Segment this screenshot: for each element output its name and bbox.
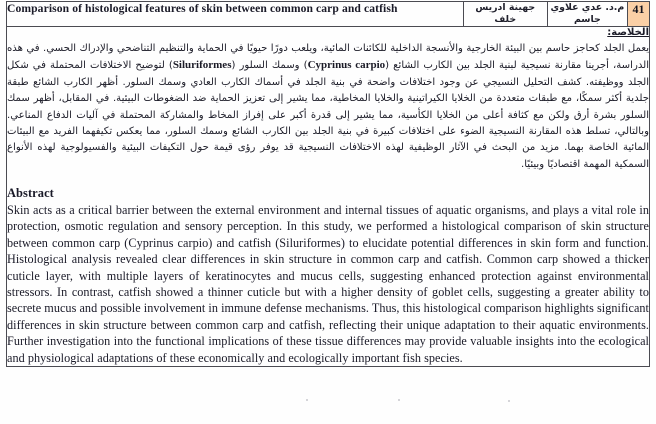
paper-title-cell: Comparison of histological features of skin between common carp and catfish: [7, 2, 464, 27]
abstract-record-table: [6, 1, 650, 367]
secondary-author-cell: جهينة ادريس خلف: [463, 2, 547, 27]
primary-author-cell: م.د. عدي علاوي جاسم: [547, 2, 627, 27]
arabic-abstract-paragraph: [7, 41, 649, 173]
abstract-body-cell: [7, 27, 650, 367]
latin-order-name-catfish: Siluriformes: [172, 59, 232, 72]
arabic-text-part-3: ) لتوضيح الاختلافات المحتملة في شكل الجلد ووظيفته. كشف التحليل النسيجي عن وجود اختلافات واضحة في بنية الجلد في أسماك الكارب العادي وسمك السلور. أظهر الكارب الشائع طبقة جلدية أكثر سمكًا، مع طبقات متعددة من الخلايا الكيراتينية والخلايا المخاطية، مما يشير إلى تعزيز الحماية ضد الضغوطات البيئية. في المقابل، أظهر سمك السلور بشرة أرق ولكن مع كثافة أعلى من الخلايا الكأسية، مما يشير إلى قدرة أكبر على إفراز المخاط والمشاركة المحتملة في آليات الدفاع المناعي. وبالتالي، تسلط هذه المقارنة النسيجية الضوء على اختلافات كبيرة في بنية الجلد بين الكارب الشائع وسمك السلور، مما يعكس تكيفهما الفريد مع البيئات المائية الخاصة بهما. مزيد من البحث في الآثار الوظيفية لهذه الاختلافات النسيجية قد يوفر رؤى قيمة حول التكيفات البيئية والفسيولوجية لهذه الأنواع السمكية المهمة اقتصاديًا وبيئيًا.: [7, 60, 649, 170]
arabic-abstract-section: [7, 27, 649, 173]
english-abstract-section: [7, 186, 649, 366]
scan-speck: [306, 399, 308, 401]
english-abstract-paragraph: Skin acts as a critical barrier between the external environment and internal tissues of aquatic organisms, and plays a vital role in protection, osmotic regulation and sensory perception. In this study, we performed a histological comparison of skin structure between common carp (Cyprinus carpio) and catfish (Siluriformes) to elucidate potential differences in skin form and function. Histological analysis revealed clear differences in skin structure in common carp and catfish. Common carp showed a thicker cuticle layer, with multiple layers of keratinocytes and mucus cells, suggesting enhanced protection against environmental stressors. In contrast, catfish showed a thinner cuticle but with a higher density of goblet cells, suggesting a greater ability to secrete mucus and possible involvement in immune defense mechanisms. Thus, this histological comparison highlights significant differences in skin structure between common carp and catfish, reflecting their unique adaptation to their aquatic environments. Further investigation into the functional implications of these tissue differences may provide valuable insights into the ecological and physiological adaptations of these economically and ecologically important fish species.: [7, 203, 649, 365]
latin-species-name-carp: Cyprinus carpio: [307, 59, 386, 72]
arabic-text-part-2: ) وسمك السلور (: [231, 60, 308, 72]
record-header-row: [7, 2, 650, 27]
english-abstract-heading: Abstract: [7, 186, 54, 201]
arabic-abstract-heading: الخلاصة:: [607, 27, 649, 39]
scan-speck: [508, 400, 510, 402]
scan-speck: [398, 399, 400, 401]
record-number-cell: 41: [627, 2, 649, 27]
record-body-row: [7, 27, 650, 367]
arabic-text-part-1: يعمل الجلد كحاجز حاسم بين البيئة الخارجية والأنسجة الداخلية للكائنات المائية، ويلعب دورًا حيويًا في الحماية والتنظيم التناضحي والإدراك الحسي. في هذه الدراسة، أجرينا مقارنة نسيجية لبنية الجلد بين الكارب الشائع (: [7, 42, 649, 72]
